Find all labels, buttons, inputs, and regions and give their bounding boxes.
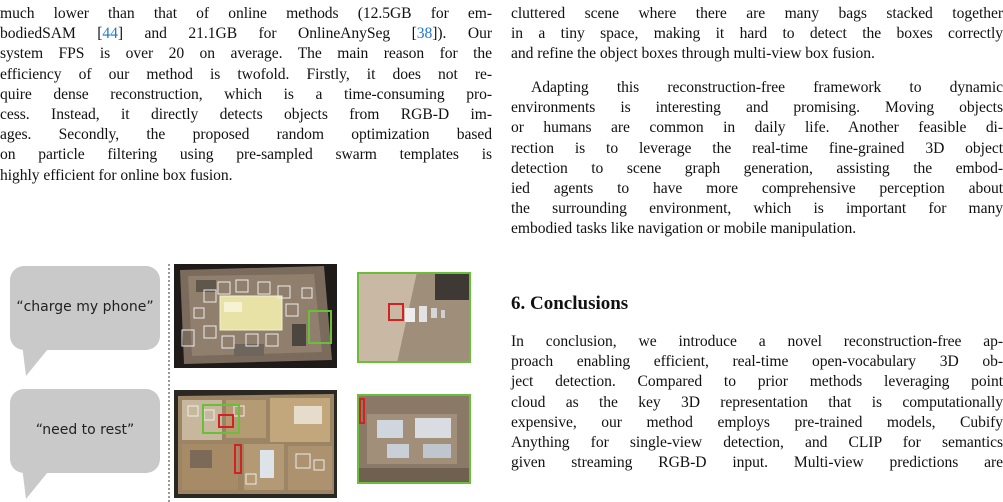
zoom-crop-living-room [357,394,471,484]
text-line: and refine the object boxes through multi-view box fusion. [511,45,875,63]
discussion-paragraph-2 [511,78,1003,240]
text-line: proach enabling efficient, real-time open-vocabulary 3D ob- [511,353,1003,371]
scene-image-apartment [174,390,337,498]
text-line: much lower than that of online methods (12.5GB for em- [0,5,492,22]
text-line: cluttered scene where there are many bags stacked together [511,5,1003,22]
text-line: In conclusion, we introduce a novel reconstruction-free ap- [511,333,1003,350]
text-line: expensive, our method employs pre-trained models, Cubify [511,413,1003,431]
query-text-2: “need to rest” [35,422,135,438]
text-line: Adapting this reconstruction-free framework to dynamic [531,79,1003,96]
zoom-crop-outlet [357,272,471,363]
text-line: in a tiny space, making it hard to detect the boxes correctly [511,25,1003,43]
text-line: or humans are common in daily life. Another feasible di- [511,119,1003,137]
text-line: cess. Instead, it directly detects objects from RGB-D im- [0,106,492,124]
text-line: the surrounding environment, which is important for many [511,200,1003,218]
text-line: embodied tasks like navigation or mobile manipulation. [511,220,857,238]
text-line: detection to scene graph generation, assisting the embod- [511,159,1003,177]
speech-bubble-tail-1 [22,344,62,380]
text-line: Anything for single-view detection, and CLIP for semantics [511,434,1003,452]
citation-link[interactable]: 38 [416,25,433,43]
discussion-paragraph-1 [511,4,1003,65]
text-line: quire dense reconstruction, which is a time-consuming pro- [0,85,492,103]
figure-divider [168,264,170,502]
text-line: on particle filtering using pre-sampled swarm templates is [0,146,492,164]
text-line: cloud as the key 3D representation that is computationally [511,393,1003,411]
teaser-figure [0,258,492,502]
text-line: ages. Secondly, the proposed random optimization based [0,126,492,144]
speech-bubble-query-2 [10,389,160,473]
citation-link[interactable]: 44 [102,25,118,43]
speech-bubble-tail-2 [22,467,62,502]
target-box-sofa [234,444,242,474]
scene-image-office [174,264,337,368]
text-line: efficiency of our method is twofold. Firstly, it does not re- [0,65,492,83]
text-line: environments is interesting and promising. Moving objects [511,99,1003,117]
text-line: ject detection. Compared to prior methods leveraging point [511,373,1003,391]
speech-bubble-query-1 [10,266,160,350]
text-line: given streaming RGB-D input. Multi-view predictions are [511,454,1003,472]
highlight-box-phone-region [308,310,332,344]
text-line: system FPS is over 20 on average. The main reason for the [0,45,492,63]
text-line: highly efficient for online box fusion. [0,166,233,184]
target-box-bed [218,414,234,428]
apartment-scene-render [174,390,337,498]
text-line: ied agents to have more comprehensive perception about [511,180,1003,198]
query-text-1: “charge my phone” [16,299,154,315]
conclusion-paragraph [511,332,1003,473]
text-line: bodiedSAM [44] and 21.1GB for OnlineAnySeg [38]). Our [0,25,492,43]
section-heading-conclusions: 6. Conclusions [511,293,629,314]
crop-border [357,272,471,363]
efficiency-paragraph [0,4,492,186]
text-line: rection is to leverage the real-time fine-grained 3D object [511,139,1003,157]
crop-border [357,394,471,484]
